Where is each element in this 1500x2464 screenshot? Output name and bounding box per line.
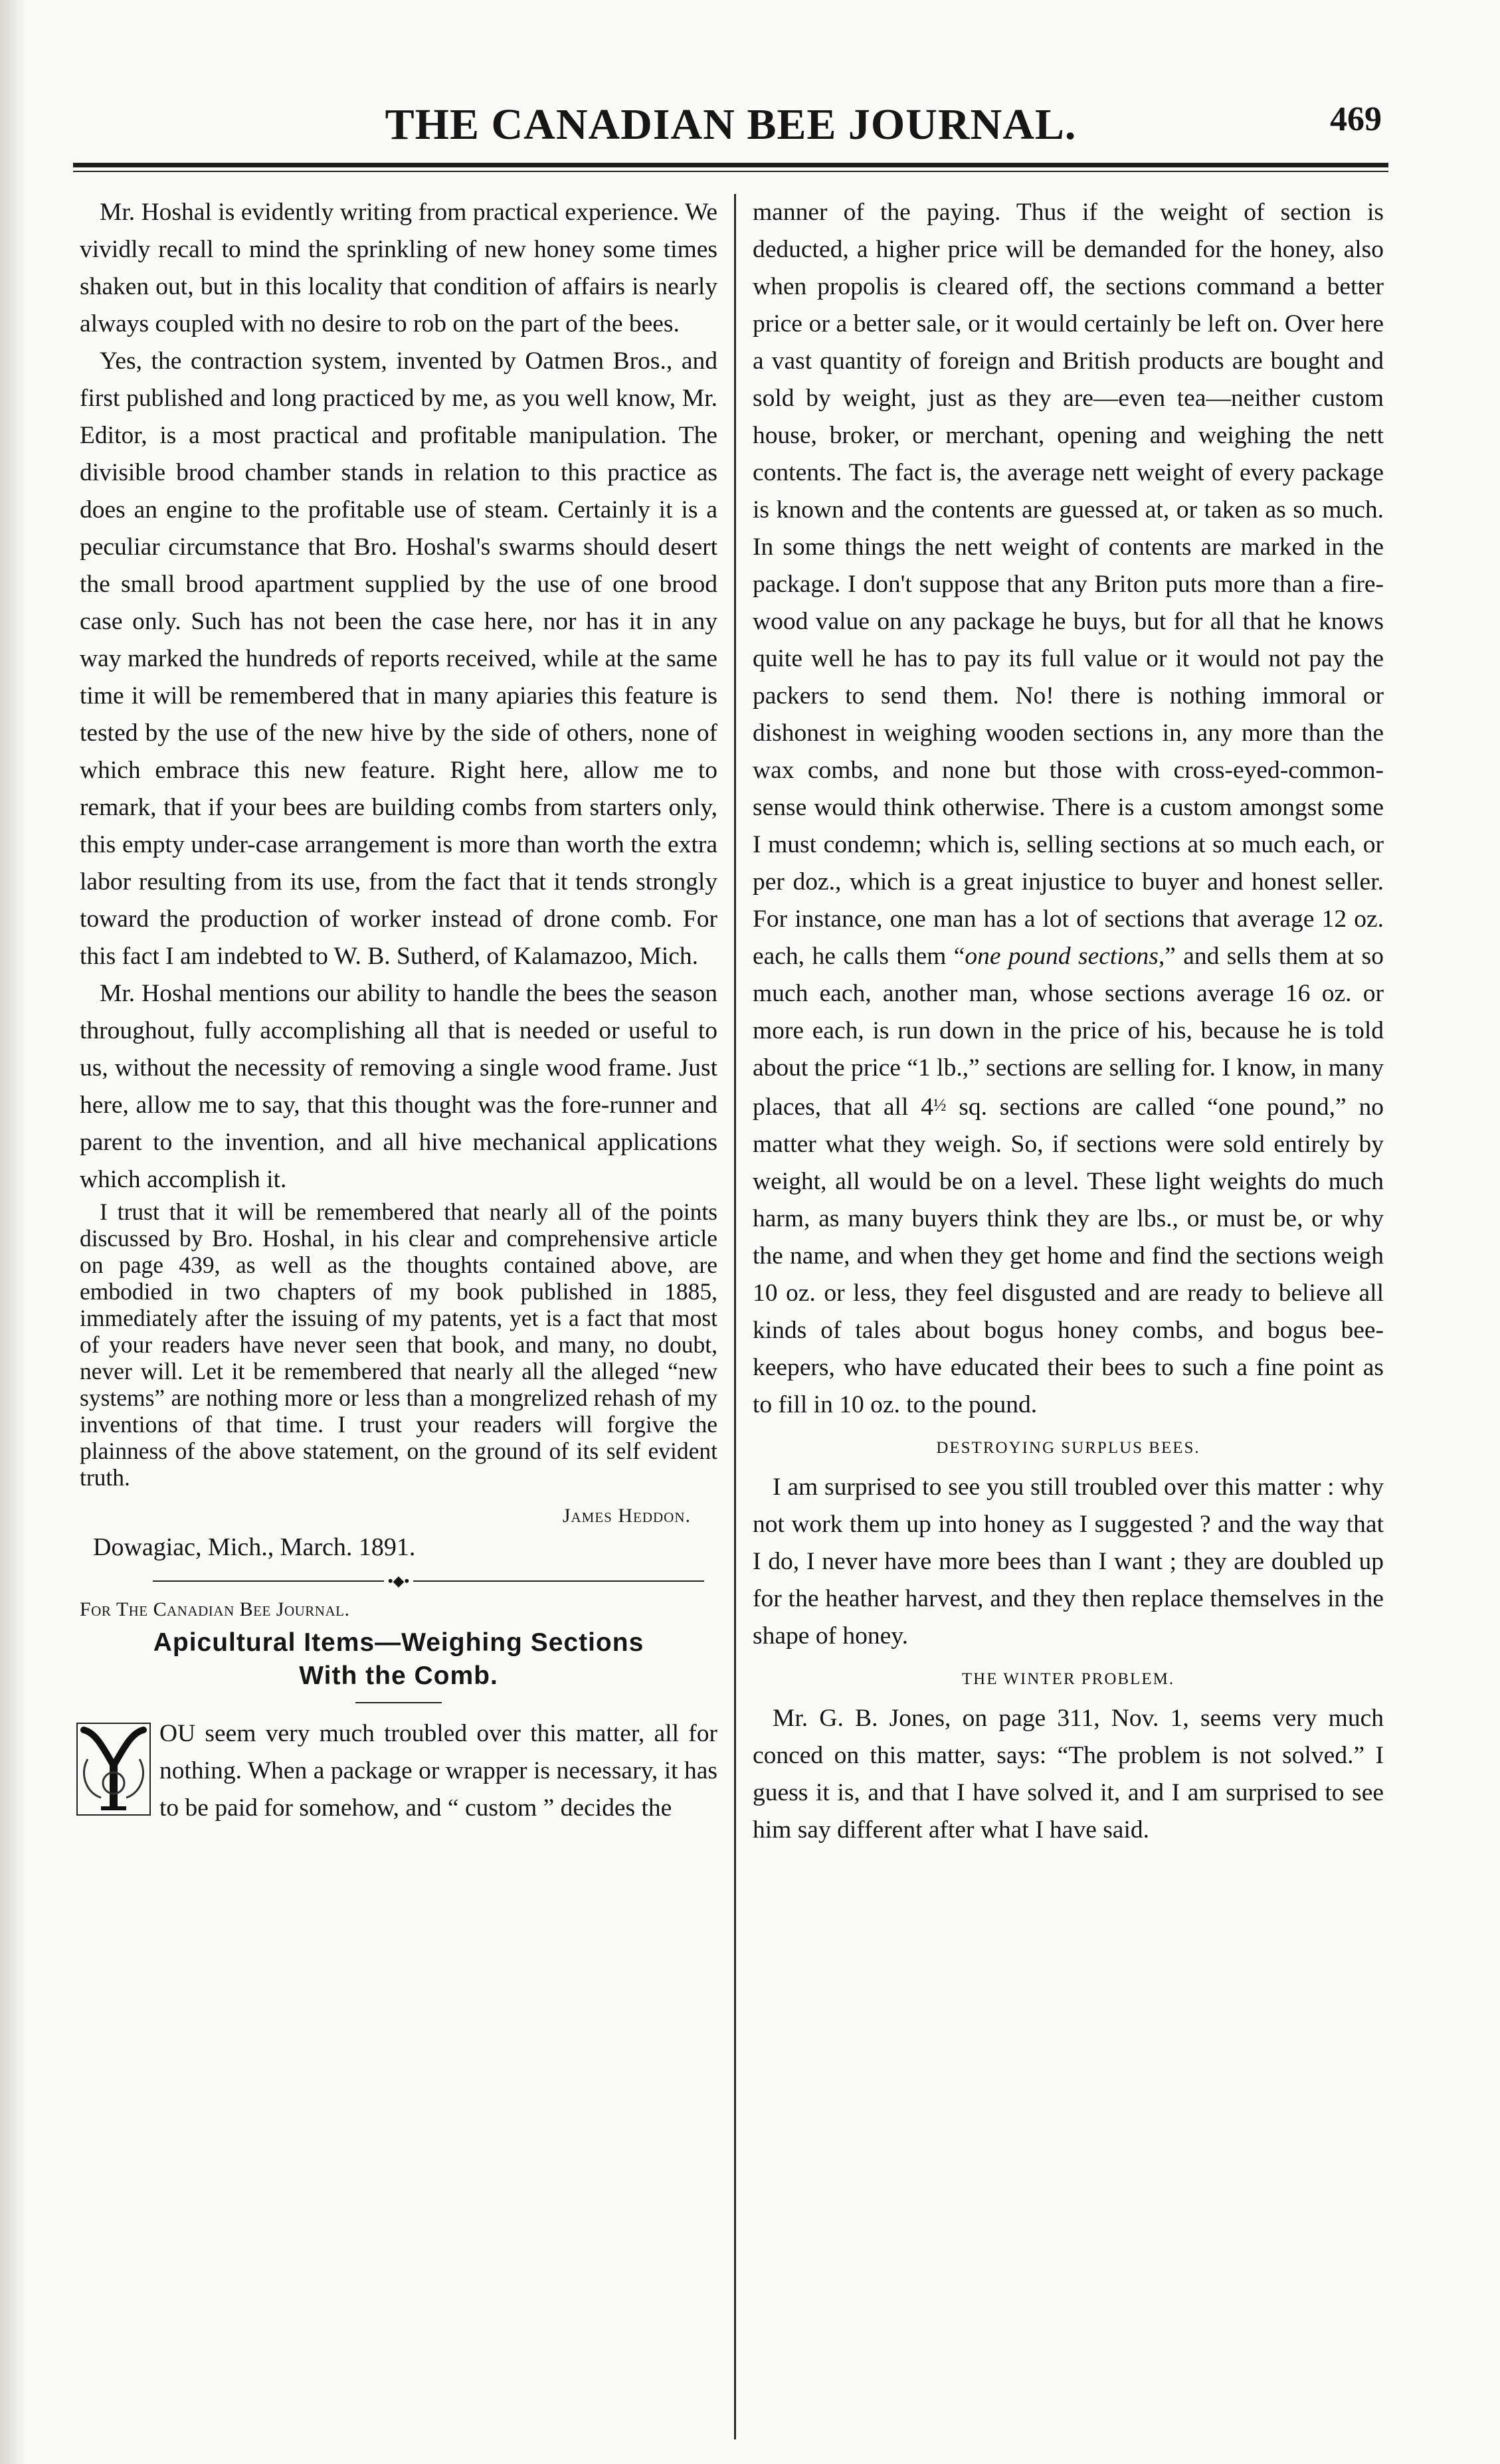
dropcap-letter: Y bbox=[113, 1787, 114, 1788]
article-title bbox=[80, 1626, 717, 1693]
author-signature: James Heddon. bbox=[562, 1505, 691, 1527]
running-title: THE CANADIAN BEE JOURNAL. bbox=[385, 100, 1077, 149]
ornamental-rule bbox=[80, 1569, 717, 1593]
page-number: 469 bbox=[1330, 100, 1382, 138]
fraction: ½ bbox=[933, 1095, 947, 1115]
paragraph-text: OU seem very much troubled over this matter, all for nothing. When a package or wrapper is necessary, it has to be paid for somehow, and “ custom ” decides the bbox=[159, 1720, 717, 1822]
dateline: Dowagiac, Mich., March. 1891. bbox=[93, 1533, 416, 1561]
italic-phrase: one pound sections, bbox=[965, 943, 1165, 970]
page-header bbox=[80, 100, 1382, 153]
rule-line bbox=[153, 1580, 704, 1582]
source-line: For The Canadian Bee Journal. bbox=[80, 1598, 350, 1620]
paragraph: Mr. Hoshal is evidently writing from practical experience. We vividly recall to mind the sprinkling of new honey some times shaken out, but in this locality that condition of affairs is nearly always coupled with no desire to rob on the part of the bees. bbox=[80, 199, 717, 337]
paragraph: Mr. Hoshal mentions our ability to handle the bees the season throughout, fully accomplishing all that is needed or useful to us, without the necessity of removing a single wood frame. Just here, allow me to say, that this thought was the fore-runner and parent to the invention, and all hive mechanical applications which accomplish it. bbox=[80, 980, 717, 1193]
paragraph-small-print: I trust that it will be remembered that nearly all of the points discussed by Bro. Hoshal, in his clear and comprehensive article on page 439, as well as the thoughts contained above, are embodied in two chapters of my book published in 1885, immediately after the issuing of my patents, yet is a fact that most of your readers have never seen that book, and many, no doubt, never will. Let it be remembered that nearly all the alleged “new systems” are nothing more or less than a mongrelized rehash of my inventions of that time. I trust your readers will forgive the plainness of the above statement, on the ground of its self evident truth. bbox=[80, 1198, 717, 1491]
paragraph-text: sq. sections are called “one pound,” no matter what they weigh. So, if sections were sold entirely by weight, all would be on a level. These light weights do much harm, as many buyers think they are lbs., or must be, or why the name, and when they get home and find the sections weigh 10 oz. or less, they feel disgusted and are ready to believe all kinds of tales about bogus honey combs, and bogus bee-keepers, who have educated their bees to such a fine point as to fill in 10 oz. to the pound. bbox=[753, 1093, 1384, 1418]
article-title-line-2: With the Comb. bbox=[299, 1661, 498, 1690]
article-title-line-1: Apicultural Items—Weighing Sections bbox=[153, 1628, 644, 1657]
paragraph bbox=[753, 194, 1384, 1424]
left-column bbox=[80, 194, 717, 1827]
paragraph: Yes, the contraction system, invented by Oatmen Bros., and first published and long practiced by me, as you well know, Mr. Editor, is a most practical and profitable manipulation. The divisible brood chamber stands in relation to this practice as does an engine to the profitable use of steam. Certainly it is a peculiar circumstance that Bro. Hoshal's swarms should desert the small brood apartment supplied by the use of one brood case only. Such has not been the case here, nor has it in any way marked the hundreds of reports received, while at the same time it will be remembered that in many apiaries this feature is tested by the use of the new hive by the side of others, none of which embrace this new feature. Right here, allow me to remark, that if your bees are building combs from starters only, this empty under-case arrangement is more than worth the extra labor resulting from its use, from the fact that it tends strongly toward the production of worker instead of drone comb. For this fact I am indebted to W. B. Sutherd, of Kalamazoo, Mich. bbox=[80, 347, 717, 970]
paragraph-text: ” and sells them at so much each, another man, whose sections average 16 oz. or more each, is run down in the price of his, because he is told about the price “1 lb.,” sections are selling for. I know, in many places, that all 4 bbox=[753, 943, 1384, 1121]
section-heading: DESTROYING SURPLUS BEES. bbox=[936, 1439, 1200, 1457]
paragraph: Mr. G. B. Jones, on page 311, Nov. 1, seems very much conced on this matter, says: “The problem is not solved.” I guess it is, and that I have solved it, and I am surprised to see him say different after what I have said. bbox=[753, 1705, 1384, 1844]
decorative-dropcap bbox=[74, 1719, 153, 1819]
short-rule bbox=[355, 1702, 442, 1703]
paragraph-with-dropcap bbox=[80, 1715, 717, 1827]
dropcap-y-ornament bbox=[74, 1719, 153, 1819]
paragraph-text: manner of the paying. Thus if the weight of section is deducted, a higher price will be demanded for the honey, also when propolis is cleared off, the sections command a better price or a better sale, or it would certainly be left on. Over here a vast quantity of foreign and British products are bought and sold by weight, just as they are—even tea—neither custom house, broker, or merchant, opening and weighing the nett contents. The fact is, the average nett weight of every package is known and the contents are guessed at, or taken as so much. In some things the nett weight of contents are marked in the package. I don't suppose that any Briton puts more than a fire-wood value on any package he buys, but for all that he knows quite well he has to pay its full value or it would not pay the packers to send them. No! there is nothing immoral or dishonest in weighing wooden sections in, any more than the wax combs, and none but those with cross-eyed-common-sense would think otherwise. There is a custom amongst some I must condemn; which is, selling sections at so much each, or per doz., which is a great injustice to buyer and honest seller. For instance, one man has a lot of sections that average 12 oz. each, he calls them “ bbox=[753, 199, 1384, 970]
page-edge-shadow bbox=[0, 0, 27, 2464]
section-heading: THE WINTER PROBLEM. bbox=[961, 1670, 1175, 1688]
column-divider bbox=[734, 194, 736, 2439]
rule-ornament: •◆• bbox=[384, 1572, 413, 1589]
right-column bbox=[753, 194, 1384, 1849]
paragraph: I am surprised to see you still troubled over this matter : why not work them up into honey as I suggested ? and the way that I do, I never have more bees than I want ; they are doubled up for the heather harvest, and they then replace themselves in the shape of honey. bbox=[753, 1473, 1384, 1650]
header-double-rule bbox=[73, 163, 1388, 172]
